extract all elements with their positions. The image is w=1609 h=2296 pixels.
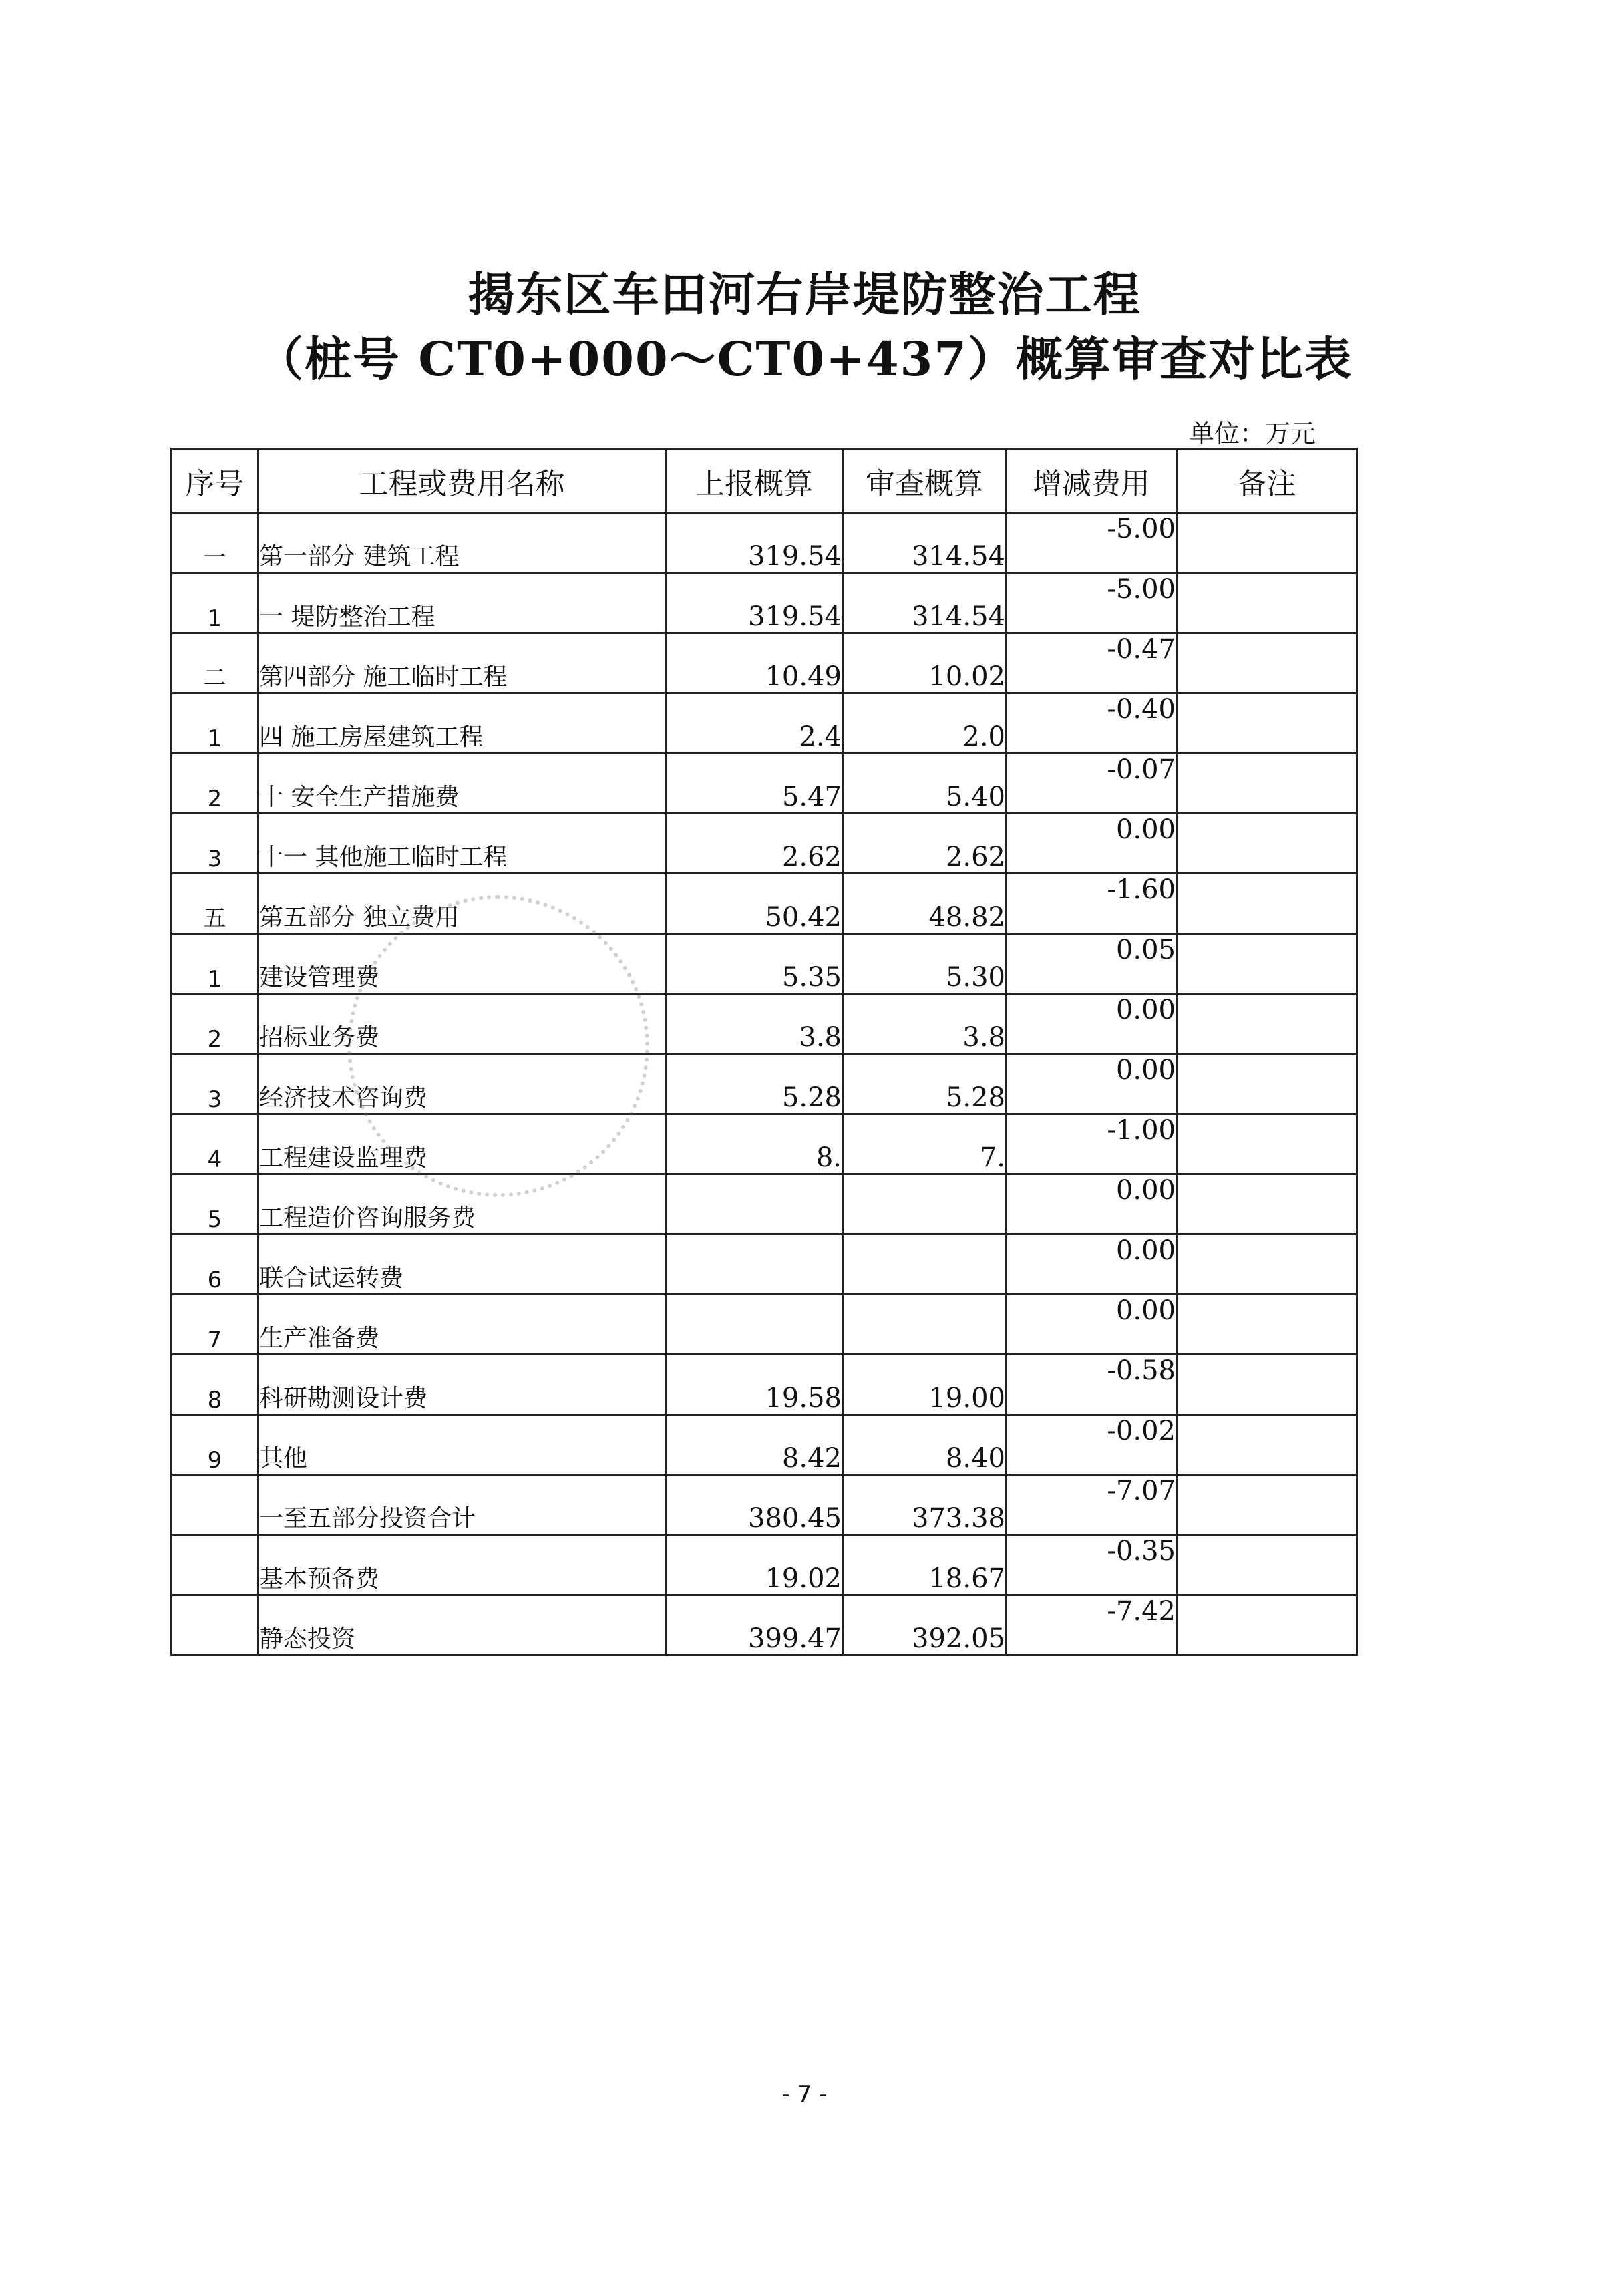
table-row (172, 633, 1357, 693)
document-title-line-2: （桩号 CT0+000～CT0+437）概算审查对比表 (256, 331, 1353, 387)
cell-change-amount: -0.58 (1007, 1355, 1177, 1415)
cell-item-name: 四 施工房屋建筑工程 (258, 693, 666, 754)
cell-change-amount: -0.40 (1007, 693, 1177, 754)
cell-reviewed-estimate: 373.38 (843, 1475, 1007, 1535)
cell-item-name: 基本预备费 (258, 1535, 666, 1595)
cell-reported-estimate: 399.47 (666, 1595, 843, 1655)
cell-remark (1177, 573, 1357, 633)
cell-reported-estimate: 380.45 (666, 1475, 843, 1535)
cell-change-amount: 0.00 (1007, 814, 1177, 874)
cell-reviewed-estimate: 10.02 (843, 633, 1007, 693)
cell-remark (1177, 1054, 1357, 1114)
cell-change-amount: 0.00 (1007, 994, 1177, 1054)
cell-remark (1177, 874, 1357, 934)
cell-seq: 8 (172, 1355, 258, 1415)
cell-remark (1177, 754, 1357, 814)
cell-reviewed-estimate: 7. (843, 1114, 1007, 1174)
header-reviewed-estimate: 审查概算 (843, 449, 1007, 513)
header-remark: 备注 (1177, 449, 1357, 513)
cell-reported-estimate: 5.47 (666, 754, 843, 814)
table-row (172, 874, 1357, 934)
cell-reviewed-estimate: 2.62 (843, 814, 1007, 874)
cell-item-name: 建设管理费 (258, 934, 666, 994)
cell-item-name: 第四部分 施工临时工程 (258, 633, 666, 693)
cell-change-amount: -5.00 (1007, 513, 1177, 573)
header-change-amount: 增减费用 (1007, 449, 1177, 513)
cell-seq (172, 1595, 258, 1655)
cell-remark (1177, 1535, 1357, 1595)
table-row (172, 513, 1357, 573)
cell-seq: 1 (172, 573, 258, 633)
cell-remark (1177, 1415, 1357, 1475)
cell-remark (1177, 633, 1357, 693)
table-row (172, 1415, 1357, 1475)
cell-change-amount: 0.05 (1007, 934, 1177, 994)
table-row (172, 814, 1357, 874)
header-reported-estimate: 上报概算 (666, 449, 843, 513)
table-row (172, 1054, 1357, 1114)
table-row (172, 1475, 1357, 1535)
cell-remark (1177, 1475, 1357, 1535)
cell-change-amount: -0.35 (1007, 1535, 1177, 1595)
cell-reviewed-estimate (843, 1235, 1007, 1295)
table-header-row (172, 449, 1357, 513)
cell-reviewed-estimate (843, 1174, 1007, 1235)
cell-item-name: 十一 其他施工临时工程 (258, 814, 666, 874)
table-row (172, 1595, 1357, 1655)
cell-remark (1177, 1235, 1357, 1295)
cell-item-name: 经济技术咨询费 (258, 1054, 666, 1114)
cell-item-name: 第一部分 建筑工程 (258, 513, 666, 573)
cell-change-amount: 0.00 (1007, 1174, 1177, 1235)
page-number: - 7 - (781, 2081, 828, 2108)
cell-item-name: 一 堤防整治工程 (258, 573, 666, 633)
cell-reported-estimate: 5.28 (666, 1054, 843, 1114)
cell-item-name: 工程建设监理费 (258, 1114, 666, 1174)
cell-change-amount: -1.00 (1007, 1114, 1177, 1174)
table-row (172, 573, 1357, 633)
cell-seq: 4 (172, 1114, 258, 1174)
cell-item-name: 静态投资 (258, 1595, 666, 1655)
cell-change-amount: 0.00 (1007, 1295, 1177, 1355)
table-row (172, 1295, 1357, 1355)
cell-seq: 一 (172, 513, 258, 573)
cell-remark (1177, 693, 1357, 754)
cell-item-name: 招标业务费 (258, 994, 666, 1054)
cell-item-name: 联合试运转费 (258, 1235, 666, 1295)
cell-item-name: 科研勘测设计费 (258, 1355, 666, 1415)
cell-reported-estimate (666, 1295, 843, 1355)
cell-reported-estimate (666, 1174, 843, 1235)
cell-seq: 2 (172, 994, 258, 1054)
cell-change-amount: -5.00 (1007, 573, 1177, 633)
cell-change-amount: -1.60 (1007, 874, 1177, 934)
cell-seq: 3 (172, 814, 258, 874)
table-row (172, 1114, 1357, 1174)
table-row (172, 1235, 1357, 1295)
cell-seq: 1 (172, 693, 258, 754)
cell-seq: 3 (172, 1054, 258, 1114)
table-body (172, 513, 1357, 1655)
cell-reported-estimate: 2.62 (666, 814, 843, 874)
cell-item-name: 第五部分 独立费用 (258, 874, 666, 934)
cell-remark (1177, 1355, 1357, 1415)
cell-reviewed-estimate: 3.8 (843, 994, 1007, 1054)
cell-reviewed-estimate: 392.05 (843, 1595, 1007, 1655)
cell-reported-estimate: 50.42 (666, 874, 843, 934)
cell-remark (1177, 1114, 1357, 1174)
cell-reported-estimate: 19.02 (666, 1535, 843, 1595)
budget-comparison-table (170, 448, 1358, 1656)
header-seq: 序号 (172, 449, 258, 513)
cell-reviewed-estimate: 5.40 (843, 754, 1007, 814)
cell-item-name: 十 安全生产措施费 (258, 754, 666, 814)
cell-remark (1177, 1595, 1357, 1655)
table-row (172, 1355, 1357, 1415)
cell-change-amount: 0.00 (1007, 1235, 1177, 1295)
cell-reported-estimate (666, 1235, 843, 1295)
cell-reported-estimate: 319.54 (666, 513, 843, 573)
table-row (172, 1174, 1357, 1235)
cell-seq: 五 (172, 874, 258, 934)
table-row (172, 994, 1357, 1054)
cell-reported-estimate: 3.8 (666, 994, 843, 1054)
cell-reported-estimate: 5.35 (666, 934, 843, 994)
cell-reviewed-estimate: 18.67 (843, 1535, 1007, 1595)
cell-item-name: 工程造价咨询服务费 (258, 1174, 666, 1235)
cell-change-amount: -0.47 (1007, 633, 1177, 693)
cell-change-amount: -7.42 (1007, 1595, 1177, 1655)
cell-remark (1177, 994, 1357, 1054)
cell-seq: 二 (172, 633, 258, 693)
cell-reviewed-estimate: 5.28 (843, 1054, 1007, 1114)
table-row (172, 934, 1357, 994)
cell-reported-estimate: 10.49 (666, 633, 843, 693)
cell-reported-estimate: 2.4 (666, 693, 843, 754)
cell-seq (172, 1475, 258, 1535)
cell-seq (172, 1535, 258, 1595)
cell-remark (1177, 814, 1357, 874)
cell-change-amount: -0.07 (1007, 754, 1177, 814)
cell-seq: 2 (172, 754, 258, 814)
cell-reviewed-estimate: 314.54 (843, 513, 1007, 573)
cell-item-name: 生产准备费 (258, 1295, 666, 1355)
unit-label: 单位：万元 (1189, 419, 1316, 448)
cell-reviewed-estimate: 48.82 (843, 874, 1007, 934)
cell-seq: 5 (172, 1174, 258, 1235)
cell-remark (1177, 513, 1357, 573)
cell-seq: 6 (172, 1235, 258, 1295)
cell-seq: 1 (172, 934, 258, 994)
cell-seq: 9 (172, 1415, 258, 1475)
cell-reported-estimate: 8.42 (666, 1415, 843, 1475)
header-item-name: 工程或费用名称 (258, 449, 666, 513)
cell-reviewed-estimate: 8.40 (843, 1415, 1007, 1475)
document-title-line-1: 揭东区车田河右岸堤防整治工程 (468, 267, 1141, 322)
table-row (172, 1535, 1357, 1595)
cell-remark (1177, 1174, 1357, 1235)
cell-reported-estimate: 8. (666, 1114, 843, 1174)
cell-reviewed-estimate: 314.54 (843, 573, 1007, 633)
cell-reviewed-estimate: 5.30 (843, 934, 1007, 994)
cell-item-name: 一至五部分投资合计 (258, 1475, 666, 1535)
cell-reviewed-estimate: 2.0 (843, 693, 1007, 754)
cell-item-name: 其他 (258, 1415, 666, 1475)
cell-reported-estimate: 19.58 (666, 1355, 843, 1415)
cell-change-amount: -7.07 (1007, 1475, 1177, 1535)
cell-change-amount: 0.00 (1007, 1054, 1177, 1114)
cell-reported-estimate: 319.54 (666, 573, 843, 633)
cell-seq: 7 (172, 1295, 258, 1355)
cell-reviewed-estimate (843, 1295, 1007, 1355)
table-row (172, 693, 1357, 754)
cell-remark (1177, 934, 1357, 994)
table-row (172, 754, 1357, 814)
cell-change-amount: -0.02 (1007, 1415, 1177, 1475)
cell-reviewed-estimate: 19.00 (843, 1355, 1007, 1415)
cell-remark (1177, 1295, 1357, 1355)
